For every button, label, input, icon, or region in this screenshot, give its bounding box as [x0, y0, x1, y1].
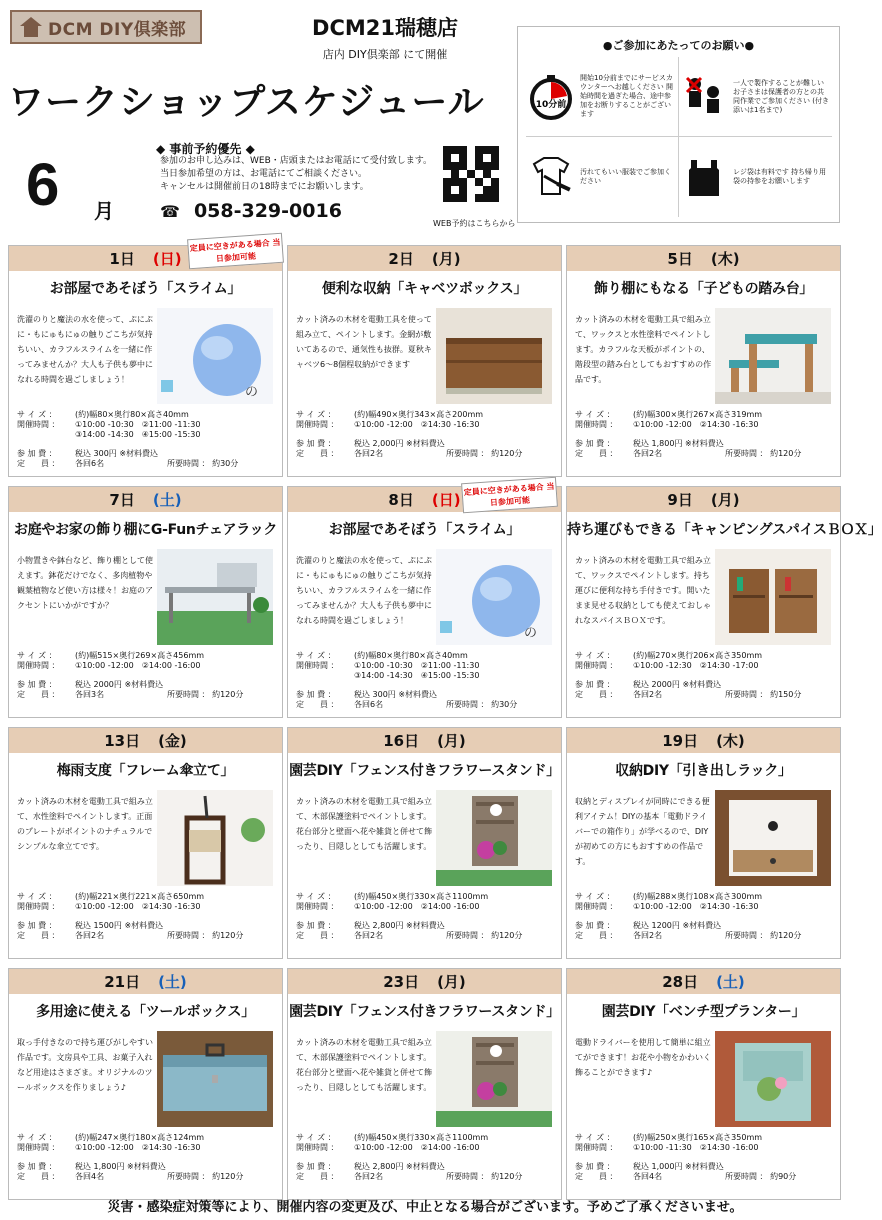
card-date-header: [9, 487, 282, 512]
card-weekday: (金): [158, 732, 187, 750]
notice-item: [679, 57, 832, 137]
spec-label: 参 加 費 ：: [17, 1162, 57, 1171]
notice-text: レジ袋は有料です 持ち帰り用袋の持参をお願いします: [733, 168, 827, 185]
card-capacity: 各回4名: [75, 1172, 105, 1181]
spec-label: 定 員 ：: [296, 700, 339, 709]
same-day-badge: 定員に空きがある場合 当日参加可能: [461, 477, 558, 514]
shopping-bag-icon: [681, 154, 727, 200]
notice-box: [517, 26, 840, 223]
card-size: (約)幅221×奥行221×高さ650mm: [75, 892, 205, 901]
slime-photo: [436, 549, 552, 645]
spec-label: 定 員 ：: [296, 931, 339, 940]
spec-label: サ イ ズ ：: [296, 892, 336, 901]
card-weekday: (日): [431, 491, 461, 509]
card-description: 電動ドライバーを使用して簡単に組立てができます！お花や小物をかわいく飾ることができます♪: [575, 1038, 711, 1077]
card-description: 洗濯のりと魔法の水を使って、ぷにぷに・もにゅもにゅの触りごこちが気持ちいい、カラフルスライムを一緒に作ってみませんか？大人も子供も夢中になれる時間を過ごしましょう！: [296, 556, 432, 625]
card-specs: [296, 410, 558, 459]
card-duration: 約120分: [491, 931, 523, 940]
card-size: (約)幅270×奥行206×高さ350mm: [633, 651, 763, 660]
reservation-info: [160, 155, 432, 194]
spec-label: 所要時間 ：: [167, 931, 210, 940]
card-description: 収納とディスプレイが同時にできる便利アイテム！DIYの基本「電動ドライバーでの箱作り」が学べるので、DIYが初めての方にもおすすめの作品です。: [575, 797, 710, 866]
card-duration: 約120分: [491, 449, 523, 458]
spec-label: 開催時間 ：: [17, 902, 60, 911]
spec-label: 開催時間 ：: [575, 661, 618, 670]
spec-label: 開催時間 ：: [296, 661, 339, 670]
card-time: ①10:00 -12:00 ②14:30 -16:30: [633, 420, 759, 429]
card-fee: 税込 1200円 ※材料費込: [633, 921, 722, 930]
spec-label: 開催時間 ：: [296, 902, 339, 911]
card-fee: 税込 2,000円 ※材料費込: [354, 439, 445, 448]
card-title: 便利な収納「キャベツボックス」: [321, 281, 528, 297]
card-size: (約)幅247×奥行180×高さ124mm: [75, 1133, 205, 1142]
card-duration: 約120分: [770, 449, 802, 458]
spec-label: 開催時間 ：: [575, 902, 618, 911]
card-size: (約)幅490×奥行343×高さ200mm: [354, 410, 484, 419]
card-weekday: (土): [716, 973, 745, 991]
card-date-header: [288, 246, 561, 271]
spec-label: 所要時間 ：: [725, 449, 768, 458]
timer-10min-icon: [528, 74, 574, 120]
spec-label: 所要時間 ：: [725, 690, 768, 699]
card-specs: [296, 892, 558, 941]
spec-label: 開催時間 ：: [17, 420, 60, 429]
card-weekday: (土): [158, 973, 187, 991]
workshop-card: [287, 486, 562, 718]
card-duration: 約30分: [491, 700, 518, 709]
spec-label: サ イ ズ ：: [575, 651, 615, 660]
spec-label: 開催時間 ：: [575, 1143, 618, 1152]
card-date-header: [567, 969, 840, 994]
workshop-card: [566, 968, 841, 1200]
card-capacity: 各回2名: [354, 1172, 384, 1181]
crate-photo: [436, 308, 552, 404]
card-capacity: 各回2名: [75, 931, 105, 940]
workshop-card: [566, 727, 841, 959]
card-time: ①10:00 -12:00 ②14:00 -16:00: [75, 661, 201, 670]
stool-photo: [715, 308, 831, 404]
card-duration: 約120分: [212, 931, 244, 940]
card-title: 飾り棚にもなる「子どもの踏み台」: [593, 281, 814, 297]
spec-label: 定 員 ：: [17, 690, 60, 699]
card-size: (約)幅250×奥行165×高さ350mm: [633, 1133, 763, 1142]
spec-label: 所要時間 ：: [446, 700, 489, 709]
spec-label: 定 員 ：: [17, 931, 60, 940]
card-description: 取っ手付きなので持ち運びがしやすい作品です。文房具や工具、お菓子入れなど用途はさまざま。オリジナルのツールボックスを作りましょう♪: [17, 1038, 153, 1092]
card-date-header: [567, 487, 840, 512]
spec-label: 参 加 費 ：: [17, 680, 57, 689]
card-specs: [17, 1133, 279, 1182]
phone-number[interactable]: [160, 200, 342, 222]
card-duration: 約120分: [770, 931, 802, 940]
card-date-header: [288, 969, 561, 994]
spec-label: 所要時間 ：: [446, 931, 489, 940]
card-specs: [17, 892, 279, 941]
spec-label: 参 加 費 ：: [296, 1162, 336, 1171]
workshop-card: [8, 968, 283, 1200]
phone-icon: ☎: [160, 201, 180, 221]
month-unit: 月: [94, 199, 114, 223]
card-duration: 約120分: [212, 690, 244, 699]
card-weekday: (月): [437, 973, 466, 991]
card-specs: [296, 651, 558, 710]
month-number: 6: [26, 151, 60, 218]
notice-item: [679, 137, 832, 217]
card-date: 19日: [662, 732, 699, 750]
card-time: ①10:00 -10:30 ②11:00 -11:30: [354, 661, 480, 670]
spec-label: サ イ ズ ：: [575, 892, 615, 901]
card-size: (約)幅300×奥行267×高さ319mm: [633, 410, 763, 419]
spec-label: 参 加 費 ：: [17, 921, 57, 930]
workshop-card: [8, 486, 283, 718]
spec-label: サ イ ズ ：: [575, 410, 615, 419]
reservation-line: 参加のお申し込みは、WEB・店頭またはお電話にて受付致します。: [160, 156, 433, 166]
card-time: ①10:00 -12:00 ②14:30 -16:30: [354, 420, 480, 429]
card-date: 7日: [109, 491, 135, 509]
card-fee: 税込 1500円 ※材料費込: [75, 921, 164, 930]
notice-text: 一人で製作することが難しいお子さまは保護者の方との共同作業でご参加ください (付き添いは1名まで): [733, 78, 829, 114]
card-title: 梅雨支度「フレーム傘立て」: [56, 763, 235, 779]
card-capacity: 各回6名: [75, 459, 105, 468]
spec-label: サ イ ズ ：: [296, 651, 336, 660]
card-fee: 税込 2,800円 ※材料費込: [354, 1162, 445, 1171]
notice-item: [526, 137, 679, 217]
card-title: お部屋であそぼう「スライム」: [49, 281, 242, 297]
same-day-badge: 定員に空きがある場合 当日参加可能: [187, 233, 284, 270]
bench-photo: [157, 549, 273, 645]
spec-label: 定 員 ：: [17, 1172, 60, 1181]
card-fee: 税込 2000円 ※材料費込: [75, 680, 164, 689]
spec-label: 定 員 ：: [296, 449, 339, 458]
card-duration: 約120分: [491, 1172, 523, 1181]
card-capacity: 各回2名: [633, 690, 663, 699]
tshirt-paint-icon: [528, 154, 574, 200]
spec-label: 参 加 費 ：: [575, 1162, 615, 1171]
umbrella-photo: [157, 790, 273, 886]
qr-code-icon[interactable]: [443, 146, 499, 202]
spec-label: 定 員 ：: [575, 931, 618, 940]
workshop-card: [8, 727, 283, 959]
card-time-extra: ③14:00 -14:30 ④15:00 -15:30: [75, 430, 201, 439]
card-description: 小物置きや鉢台など、飾り棚として使えます。鉢花だけでなく、多肉植物や観葉植物など使い方は様々！お庭のアクセントにいかがですか？: [17, 556, 153, 610]
card-time: ①10:00 -12:00 ②14:30 -16:30: [75, 902, 201, 911]
card-time: ①10:00 -10:30 ②11:00 -11:30: [75, 420, 201, 429]
card-date: 2日: [388, 250, 414, 268]
svg-text:の: の: [245, 385, 259, 400]
spec-label: サ イ ズ ：: [17, 1133, 57, 1142]
card-date: 28日: [662, 973, 699, 991]
spec-label: 所要時間 ：: [167, 690, 210, 699]
card-specs: [296, 1133, 558, 1182]
card-duration: 約30分: [212, 459, 239, 468]
spec-label: 所要時間 ：: [167, 459, 210, 468]
card-fee: 税込 300円 ※材料費込: [75, 449, 159, 458]
card-size: (約)幅80×奥行80×高さ40mm: [354, 651, 468, 660]
card-specs: [17, 651, 279, 700]
card-duration: 約120分: [212, 1172, 244, 1181]
card-size: (約)幅450×奥行330×高さ1100mm: [354, 892, 489, 901]
reservation-line: キャンセルは開催前日の18時までにお願いします。: [160, 182, 369, 192]
spec-label: サ イ ズ ：: [17, 410, 57, 419]
card-description: カット済みの木材を電動工具で組み立て、ワックスと水性塗料でペイントします。カラフルな天板がポイントの、階段型の踏み台としてもおすすめの作品です。: [575, 315, 712, 384]
footer-note: 災害・感染症対策等により、開催内容の変更及び、中止となる場合がございます。予めご了承くださいませ。: [107, 1200, 743, 1215]
card-date: 8日: [388, 491, 414, 509]
workshop-card: [287, 727, 562, 959]
spec-label: 参 加 費 ：: [575, 439, 615, 448]
card-time: ①10:00 -12:00 ②14:30 -16:30: [633, 902, 759, 911]
house-icon: [20, 17, 42, 37]
card-description: カット済みの木材を電動工具で組み立て、ワックスでペイントします。持ち運びに便利な持ち手付きです。開いたまま見せる収納としても使えておしゃれなスパイスＢＯＸです。: [575, 556, 711, 625]
spec-label: 所要時間 ：: [167, 1172, 210, 1181]
spec-label: 定 員 ：: [575, 449, 618, 458]
spec-label: 所要時間 ：: [446, 1172, 489, 1181]
spec-label: 開催時間 ：: [296, 1143, 339, 1152]
notice-text: 汚れてもいい服装でご参加ください: [580, 168, 671, 185]
planter-photo: [715, 1031, 831, 1127]
workshop-card: [8, 245, 283, 477]
drawer-photo: [715, 790, 831, 886]
card-date: 1日: [109, 250, 135, 268]
card-weekday: (土): [152, 491, 182, 509]
card-size: (約)幅288×奥行108×高さ300mm: [633, 892, 763, 901]
card-specs: [575, 1133, 837, 1182]
card-weekday: (木): [716, 732, 745, 750]
card-weekday: (木): [710, 250, 740, 268]
card-fee: 税込 1,800円 ※材料費込: [633, 439, 724, 448]
card-title: お庭やお家の飾り棚にG-Funチェアラック: [13, 522, 278, 538]
card-capacity: 各回4名: [633, 1172, 663, 1181]
card-description: カット済みの木材を電動工具で組み立て、木部保護塗料でペイントします。花台部分と壁面へ花や雑貨と併せて飾ったり、目隠しとしても活躍します。: [296, 797, 432, 851]
card-description: カット済みの木材を電動工具を使って組み立て、ペイントします。金網が敷いてあるので、通気性も抜群。夏秋キャベツ6～8個程収納ができます: [296, 315, 432, 369]
notice-text: 開始10分前までにサービスカウンターへお越しください 開始時間を過ぎた場合、途中参加をお断りすることがございます: [580, 74, 673, 118]
card-duration: 約150分: [770, 690, 802, 699]
store-name: DCM21瑞穂店: [312, 16, 458, 40]
store-subtitle: 店内 DIY倶楽部 にて開催: [322, 48, 448, 61]
card-time: ①10:00 -12:30 ②14:30 -17:00: [633, 661, 759, 670]
card-capacity: 各回3名: [75, 690, 105, 699]
card-description: カット済みの木材を電動工具で組み立て、水性塗料でペイントします。正面のプレートがポイントのナチュラルでシンプルな傘立てです。: [17, 797, 153, 851]
page-title: ワークショップスケジュール: [8, 82, 485, 123]
spec-label: 定 員 ：: [296, 1172, 339, 1181]
spec-label: 所要時間 ：: [725, 1172, 768, 1181]
card-title: お部屋であそぼう「スライム」: [328, 522, 521, 538]
card-date: 5日: [667, 250, 693, 268]
spec-label: サ イ ズ ：: [575, 1133, 615, 1142]
svg-text:の: の: [524, 626, 538, 641]
slime-photo: [157, 308, 273, 404]
card-title: 持ち運びもできる「キャンピングスパイスＢＯＸ」: [567, 522, 882, 538]
card-date: 16日: [383, 732, 420, 750]
spec-label: 定 員 ：: [575, 690, 618, 699]
dcm-logo: [10, 10, 202, 44]
card-date-header: [9, 728, 282, 753]
card-capacity: 各回2名: [354, 931, 384, 940]
card-weekday: (月): [431, 250, 461, 268]
card-fee: 税込 300円 ※材料費込: [354, 690, 438, 699]
card-capacity: 各回2名: [354, 449, 384, 458]
card-date-header: [567, 246, 840, 271]
card-fee: 税込 2,800円 ※材料費込: [354, 921, 445, 930]
card-date: 9日: [667, 491, 693, 509]
card-specs: [575, 892, 837, 941]
card-description: 洗濯のりと魔法の水を使って、ぷにぷに・もにゅもにゅの触りごこちが気持ちいい、カラフルスライムを一緒に作ってみませんか？大人も子供も夢中になれる時間を過ごしましょう！: [17, 315, 153, 384]
spec-label: 定 員 ：: [575, 1172, 618, 1181]
card-weekday: (月): [710, 491, 740, 509]
card-duration: 約90分: [770, 1172, 797, 1181]
spec-label: サ イ ズ ：: [17, 651, 57, 660]
spec-label: 参 加 費 ：: [296, 439, 336, 448]
svg-text:10分前: 10分前: [535, 99, 567, 110]
card-fee: 税込 2000円 ※材料費込: [633, 680, 722, 689]
card-date: 23日: [383, 973, 420, 991]
card-title: 園芸DIY「ベンチ型プランター」: [601, 1004, 806, 1020]
card-description: カット済みの木材を電動工具で組み立て、木部保護塗料でペイントします。花台部分と壁面へ花や雑貨と併せて飾ったり、目隠しとしても活躍します。: [296, 1038, 432, 1092]
card-title: 園芸DIY「フェンス付きフラワースタンド」: [289, 763, 560, 779]
notice-title: ●ご参加にあたってのお願い●: [602, 39, 755, 52]
card-time: ①10:00 -12:00 ②14:00 -16:00: [354, 902, 480, 911]
notice-item: [526, 57, 679, 137]
card-title: 収納DIY「引き出しラック」: [615, 763, 792, 779]
spec-label: 開催時間 ：: [296, 420, 339, 429]
workshop-card: [566, 486, 882, 718]
flower-photo: [436, 1031, 552, 1127]
card-size: (約)幅80×奥行80×高さ40mm: [75, 410, 189, 419]
workshop-card: [566, 245, 841, 477]
card-date-header: [567, 728, 840, 753]
card-time: ①10:00 -12:00 ②14:00 -16:00: [354, 1143, 480, 1152]
spec-label: サ イ ズ ：: [296, 410, 336, 419]
spec-label: 参 加 費 ：: [17, 449, 57, 458]
phone-text: 058-329-0016: [193, 200, 342, 222]
card-capacity: 各回2名: [633, 449, 663, 458]
card-title: 多用途に使える「ツールボックス」: [36, 1004, 255, 1020]
card-specs: [575, 651, 837, 700]
card-date: 21日: [104, 973, 141, 991]
logo-text: DCM DIY倶楽部: [48, 19, 187, 40]
card-size: (約)幅450×奥行330×高さ1100mm: [354, 1133, 489, 1142]
no-children-alone-icon: [681, 74, 727, 120]
card-date-header: [288, 728, 561, 753]
card-capacity: 各回6名: [354, 700, 384, 709]
card-date-header: [9, 969, 282, 994]
card-capacity: 各回2名: [633, 931, 663, 940]
card-fee: 税込 1,000円 ※材料費込: [633, 1162, 724, 1171]
spec-label: 開催時間 ：: [17, 1143, 60, 1152]
spec-label: 開催時間 ：: [575, 420, 618, 429]
card-size: (約)幅515×奥行269×高さ456mm: [75, 651, 205, 660]
spec-label: 参 加 費 ：: [575, 921, 615, 930]
reservation-heading: ◆ 事前予約優先 ◆: [156, 142, 255, 156]
spec-label: 定 員 ：: [17, 459, 60, 468]
card-specs: [17, 410, 279, 469]
card-weekday: (日): [152, 250, 182, 268]
card-fee: 税込 1,800円 ※材料費込: [75, 1162, 166, 1171]
card-specs: [575, 410, 837, 459]
card-date: 13日: [104, 732, 141, 750]
toolbox-photo: [157, 1031, 273, 1127]
flower-photo: [436, 790, 552, 886]
workshop-card: [287, 968, 562, 1200]
spec-label: サ イ ズ ：: [17, 892, 57, 901]
card-title: 園芸DIY「フェンス付きフラワースタンド」: [289, 1004, 560, 1020]
qr-caption: WEB予約はこちらから: [433, 219, 516, 228]
spec-label: 開催時間 ：: [17, 661, 60, 670]
spec-label: サ イ ズ ：: [296, 1133, 336, 1142]
workshop-card: [287, 245, 562, 477]
spec-label: 参 加 費 ：: [575, 680, 615, 689]
reservation-line: 当日参加希望の方は、お電話にてご相談ください。: [160, 169, 368, 179]
card-time: ①10:00 -12:00 ②14:30 -16:30: [75, 1143, 201, 1152]
spice-photo: [715, 549, 831, 645]
spec-label: 参 加 費 ：: [296, 921, 336, 930]
spec-label: 所要時間 ：: [446, 449, 489, 458]
spec-label: 所要時間 ：: [725, 931, 768, 940]
card-time-extra: ③14:00 -14:30 ④15:00 -15:30: [354, 671, 480, 680]
card-weekday: (月): [437, 732, 466, 750]
card-time: ①10:00 -11:30 ②14:30 -16:00: [633, 1143, 759, 1152]
spec-label: 参 加 費 ：: [296, 690, 336, 699]
